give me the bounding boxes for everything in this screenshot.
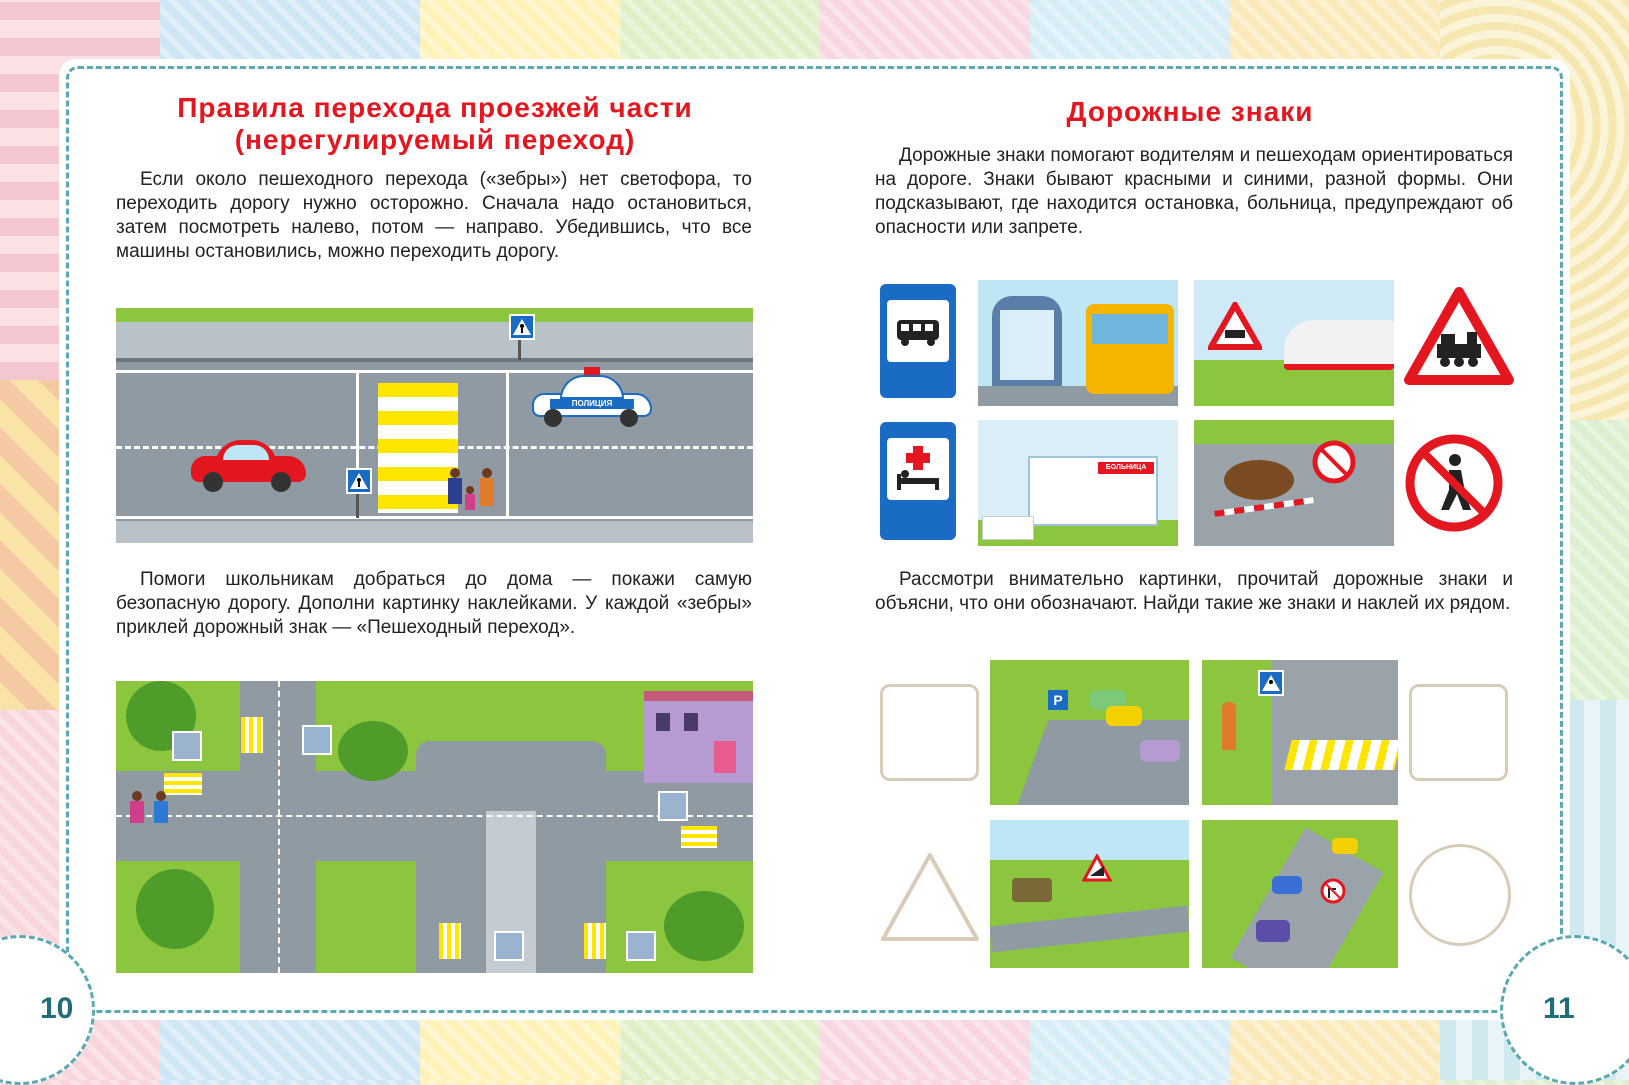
page-number-right: 11 <box>1543 992 1575 1025</box>
right-paragraph-1: Дорожные знаки помогают водителям и пешеходам ориентироваться на дороге. Знаки бывают красными и синими, разной формы. Они подсказывают, где находится остановка, больница, предупреждают об опасности или запрете. <box>875 145 1513 238</box>
pedestrian-crossing-sign-icon-3 <box>1258 670 1284 696</box>
sticker-slot-square-right[interactable] <box>1409 684 1508 781</box>
title-line-1: Правила перехода проезжей части <box>177 92 693 123</box>
right-page-title: Дорожные знаки <box>1066 96 1314 127</box>
no-right-turn-picture <box>1202 820 1398 968</box>
sticker-slot-circle[interactable] <box>1409 844 1511 946</box>
tree-2 <box>338 721 408 781</box>
schoolchildren <box>128 791 178 841</box>
map-scene <box>116 681 753 973</box>
tree-3 <box>136 869 214 949</box>
no-pedestrians-picture <box>1194 420 1394 546</box>
police-label: ПОЛИЦИЯ <box>550 399 634 409</box>
no-right-turn-sign-icon <box>1320 878 1346 904</box>
parking-picture <box>990 660 1189 805</box>
train-crossing-warning-icon <box>1403 286 1515 386</box>
pedestrian-crossing-sign-icon-2 <box>346 468 372 494</box>
pedestrian-crossing-sign-icon <box>509 314 535 340</box>
crossing-scene <box>116 308 753 543</box>
police-car <box>532 373 652 423</box>
hospital-label: БОЛЬНИЦА <box>1098 462 1154 474</box>
red-car <box>191 438 306 488</box>
tree-4 <box>664 891 744 961</box>
no-pedestrians-sign-icon <box>1405 434 1503 532</box>
right-paragraph-2: Рассмотри внимательно картинки, прочитай дорожные знаки и объясни, что они обозначают. Найди такие же знаки и наклей их рядом. <box>875 569 1513 614</box>
title-line-2: (нерегулируемый переход) <box>234 124 636 155</box>
sign-slot-1 <box>172 731 202 761</box>
bus-stop-picture <box>978 280 1178 406</box>
steep-descent-picture <box>990 820 1189 968</box>
left-paragraph-2: Помоги школьникам добраться до дома — покажи самую безопасную дорогу. Дополни картинку наклейками. У каждой «зебры» приклей дорожный знак — «Пешеходный переход». <box>116 569 752 638</box>
family-figures <box>444 468 504 528</box>
steep-descent-sign-icon <box>1082 854 1112 882</box>
sign-slot-3 <box>658 791 688 821</box>
house <box>644 691 753 783</box>
left-page-title <box>115 92 755 156</box>
sticker-slot-square-left[interactable] <box>880 684 979 781</box>
sign-slot-4 <box>494 931 524 961</box>
parking-sign-icon: P <box>1048 690 1068 710</box>
sign-slot-2 <box>302 725 332 755</box>
bus-stop-sign-icon <box>880 284 956 398</box>
sign-slot-5 <box>626 931 656 961</box>
left-paragraph-1: Если около пешеходного перехода («зебры») нет светофора, то переходить дорогу нужно осторожно. Сначала надо остановиться, затем посмотреть налево, потом — направо. Убедившись, что все машины остановились, можно переходить дорогу. <box>116 169 752 262</box>
railway-crossing-picture <box>1194 280 1394 406</box>
sticker-slot-triangle[interactable] <box>878 850 982 944</box>
page-number-left: 10 <box>40 992 74 1025</box>
hospital-picture <box>978 420 1178 546</box>
pedestrian-crossing-picture <box>1202 660 1398 805</box>
hospital-sign-icon <box>880 422 956 540</box>
